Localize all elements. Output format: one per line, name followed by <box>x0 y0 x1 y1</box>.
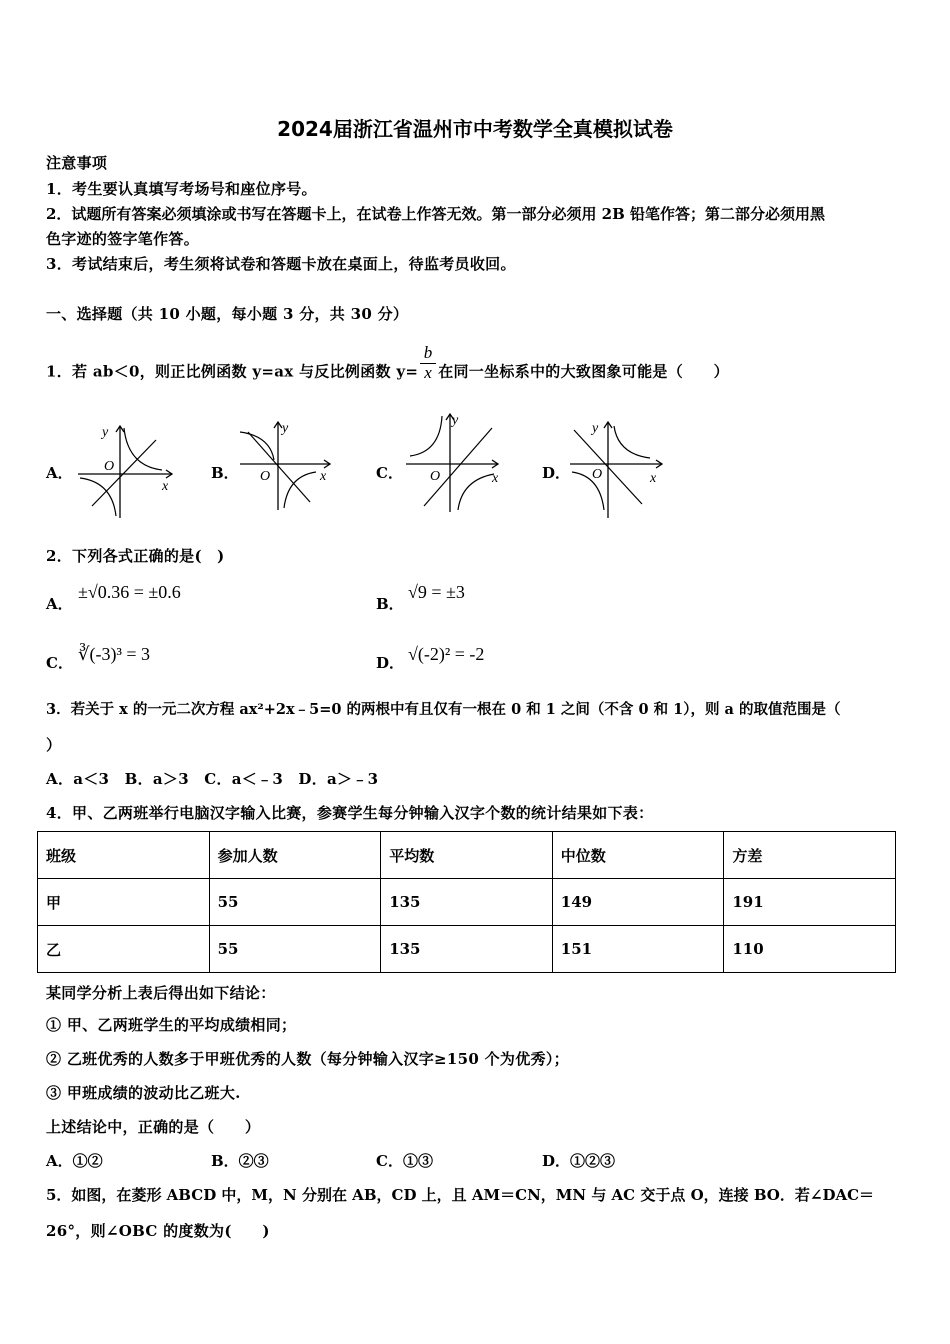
conclusion-item: ② 乙班优秀的人数多于甲班优秀的人数（每分钟输入汉字≥150 个为优秀）； <box>46 1050 569 1068</box>
origin-label: O <box>430 469 441 484</box>
table-header-row <box>38 832 896 879</box>
table-row <box>38 926 896 973</box>
question-4-text: 4．甲、乙两班举行电脑汉字输入比赛，参赛学生每分钟输入汉字个数的统计结果如下表： <box>46 804 654 822</box>
question-3-options: A．a＜3 B．a＞3 C．a＜﹣3 D．a＞﹣3 <box>46 770 379 788</box>
question-3-text: 3．若关于 x 的一元二次方程 ax²+2x﹣5=0 的两根中有且仅有一根在 0 和 1 之间（不含 0 和 1），则 a 的取值范围是（ <box>46 701 841 718</box>
graph-b <box>236 418 346 518</box>
table-header-cell: 参加人数 <box>209 832 381 879</box>
axis-x-label: x <box>162 479 169 494</box>
notice-item: 色字迹的签字笔作答。 <box>46 230 200 248</box>
expression-c: ∛(-3)³ = 3 <box>78 644 150 664</box>
table-header-cell: 方差 <box>724 832 896 879</box>
fraction-numerator: b <box>420 343 436 364</box>
expression-d: √(-2)² = -2 <box>408 644 485 664</box>
expression-b: √9 = ±3 <box>408 582 465 602</box>
graph-c <box>400 410 510 516</box>
table-row <box>38 879 896 926</box>
option-b-label: B． <box>376 595 404 613</box>
axis-y-label: y <box>282 421 289 436</box>
table-cell: 135 <box>381 879 553 926</box>
notice-heading: 注意事项 <box>46 154 108 172</box>
table-cell: 191 <box>724 879 896 926</box>
table-header-cell: 平均数 <box>381 832 553 879</box>
page-title: 2024届浙江省温州市中考数学全真模拟试卷 <box>277 117 673 141</box>
option-a-label: A． <box>46 464 73 482</box>
question-1-text: 1．若 ab＜0，则正比例函数 y=ax 与反比例函数 y= $\frac{b}{x}$ 在同一坐标系中的大致图象可能是（ ） <box>46 343 729 382</box>
table-cell: 110 <box>724 926 896 973</box>
option-c: C．①③ <box>376 1152 433 1170</box>
axis-x-label: x <box>650 471 657 486</box>
option-d-label: D． <box>376 654 405 672</box>
question-3-text-cont: ） <box>46 736 62 754</box>
conclusion-item: ③ 甲班成绩的波动比乙班大. <box>46 1084 241 1102</box>
analysis-text: 某同学分析上表后得出如下结论： <box>46 984 276 1002</box>
question-4-ask: 上述结论中，正确的是（ ） <box>46 1118 261 1136</box>
section-heading: 一、选择题（共 10 小题，每小题 3 分，共 30 分） <box>46 305 409 323</box>
fraction-denominator: x <box>424 363 433 382</box>
notice-item: 1．考生要认真填写考场号和座位序号。 <box>46 180 317 198</box>
table-cell: 149 <box>552 879 724 926</box>
table-header-cell: 班级 <box>38 832 210 879</box>
origin-label: O <box>104 459 115 474</box>
option-b: B．②③ <box>211 1152 269 1170</box>
axis-x-label: x <box>492 471 499 486</box>
question-5-text: 5．如图，在菱形 ABCD 中，M，N 分别在 AB，CD 上，且 AM＝CN，MN 与 AC 交于点 O，连接 BO．若∠DAC＝ <box>46 1186 875 1204</box>
option-b-label: B． <box>211 464 239 482</box>
graph-a <box>74 420 184 520</box>
table-cell: 甲 <box>38 879 210 926</box>
question-2-text: 2．下列各式正确的是( ) <box>46 547 225 565</box>
expression-a: ±√0.36 = ±0.6 <box>78 582 181 602</box>
option-d: D．①②③ <box>542 1152 616 1170</box>
option-a: A．①② <box>46 1152 103 1170</box>
origin-label: O <box>592 467 603 482</box>
conclusion-item: ① 甲、乙两班学生的平均成绩相同； <box>46 1016 297 1034</box>
question-5-text-cont: 26°，则∠OBC 的度数为( ) <box>46 1222 270 1240</box>
table-cell: 151 <box>552 926 724 973</box>
table-cell: 55 <box>209 879 381 926</box>
option-d-label: D． <box>542 464 571 482</box>
option-c-label: C． <box>376 464 403 482</box>
table-header-cell: 中位数 <box>552 832 724 879</box>
option-a-label: A． <box>46 595 73 613</box>
origin-label: O <box>260 469 271 484</box>
axis-y-label: y <box>452 413 459 428</box>
axis-y-label: y <box>102 425 109 440</box>
notice-item: 2．试题所有答案必须填涂或书写在答题卡上，在试卷上作答无效。第一部分必须用 2B 铅笔作答；第二部分必须用黑 <box>46 205 826 223</box>
table-cell: 55 <box>209 926 381 973</box>
notice-item: 3．考试结束后，考生须将试卷和答题卡放在桌面上，待监考员收回。 <box>46 255 516 273</box>
option-c-label: C． <box>46 654 73 672</box>
table-cell: 135 <box>381 926 553 973</box>
axis-x-label: x <box>320 469 327 484</box>
table-cell: 乙 <box>38 926 210 973</box>
stats-table <box>37 831 896 973</box>
axis-y-label: y <box>592 421 599 436</box>
graph-d <box>566 418 676 522</box>
